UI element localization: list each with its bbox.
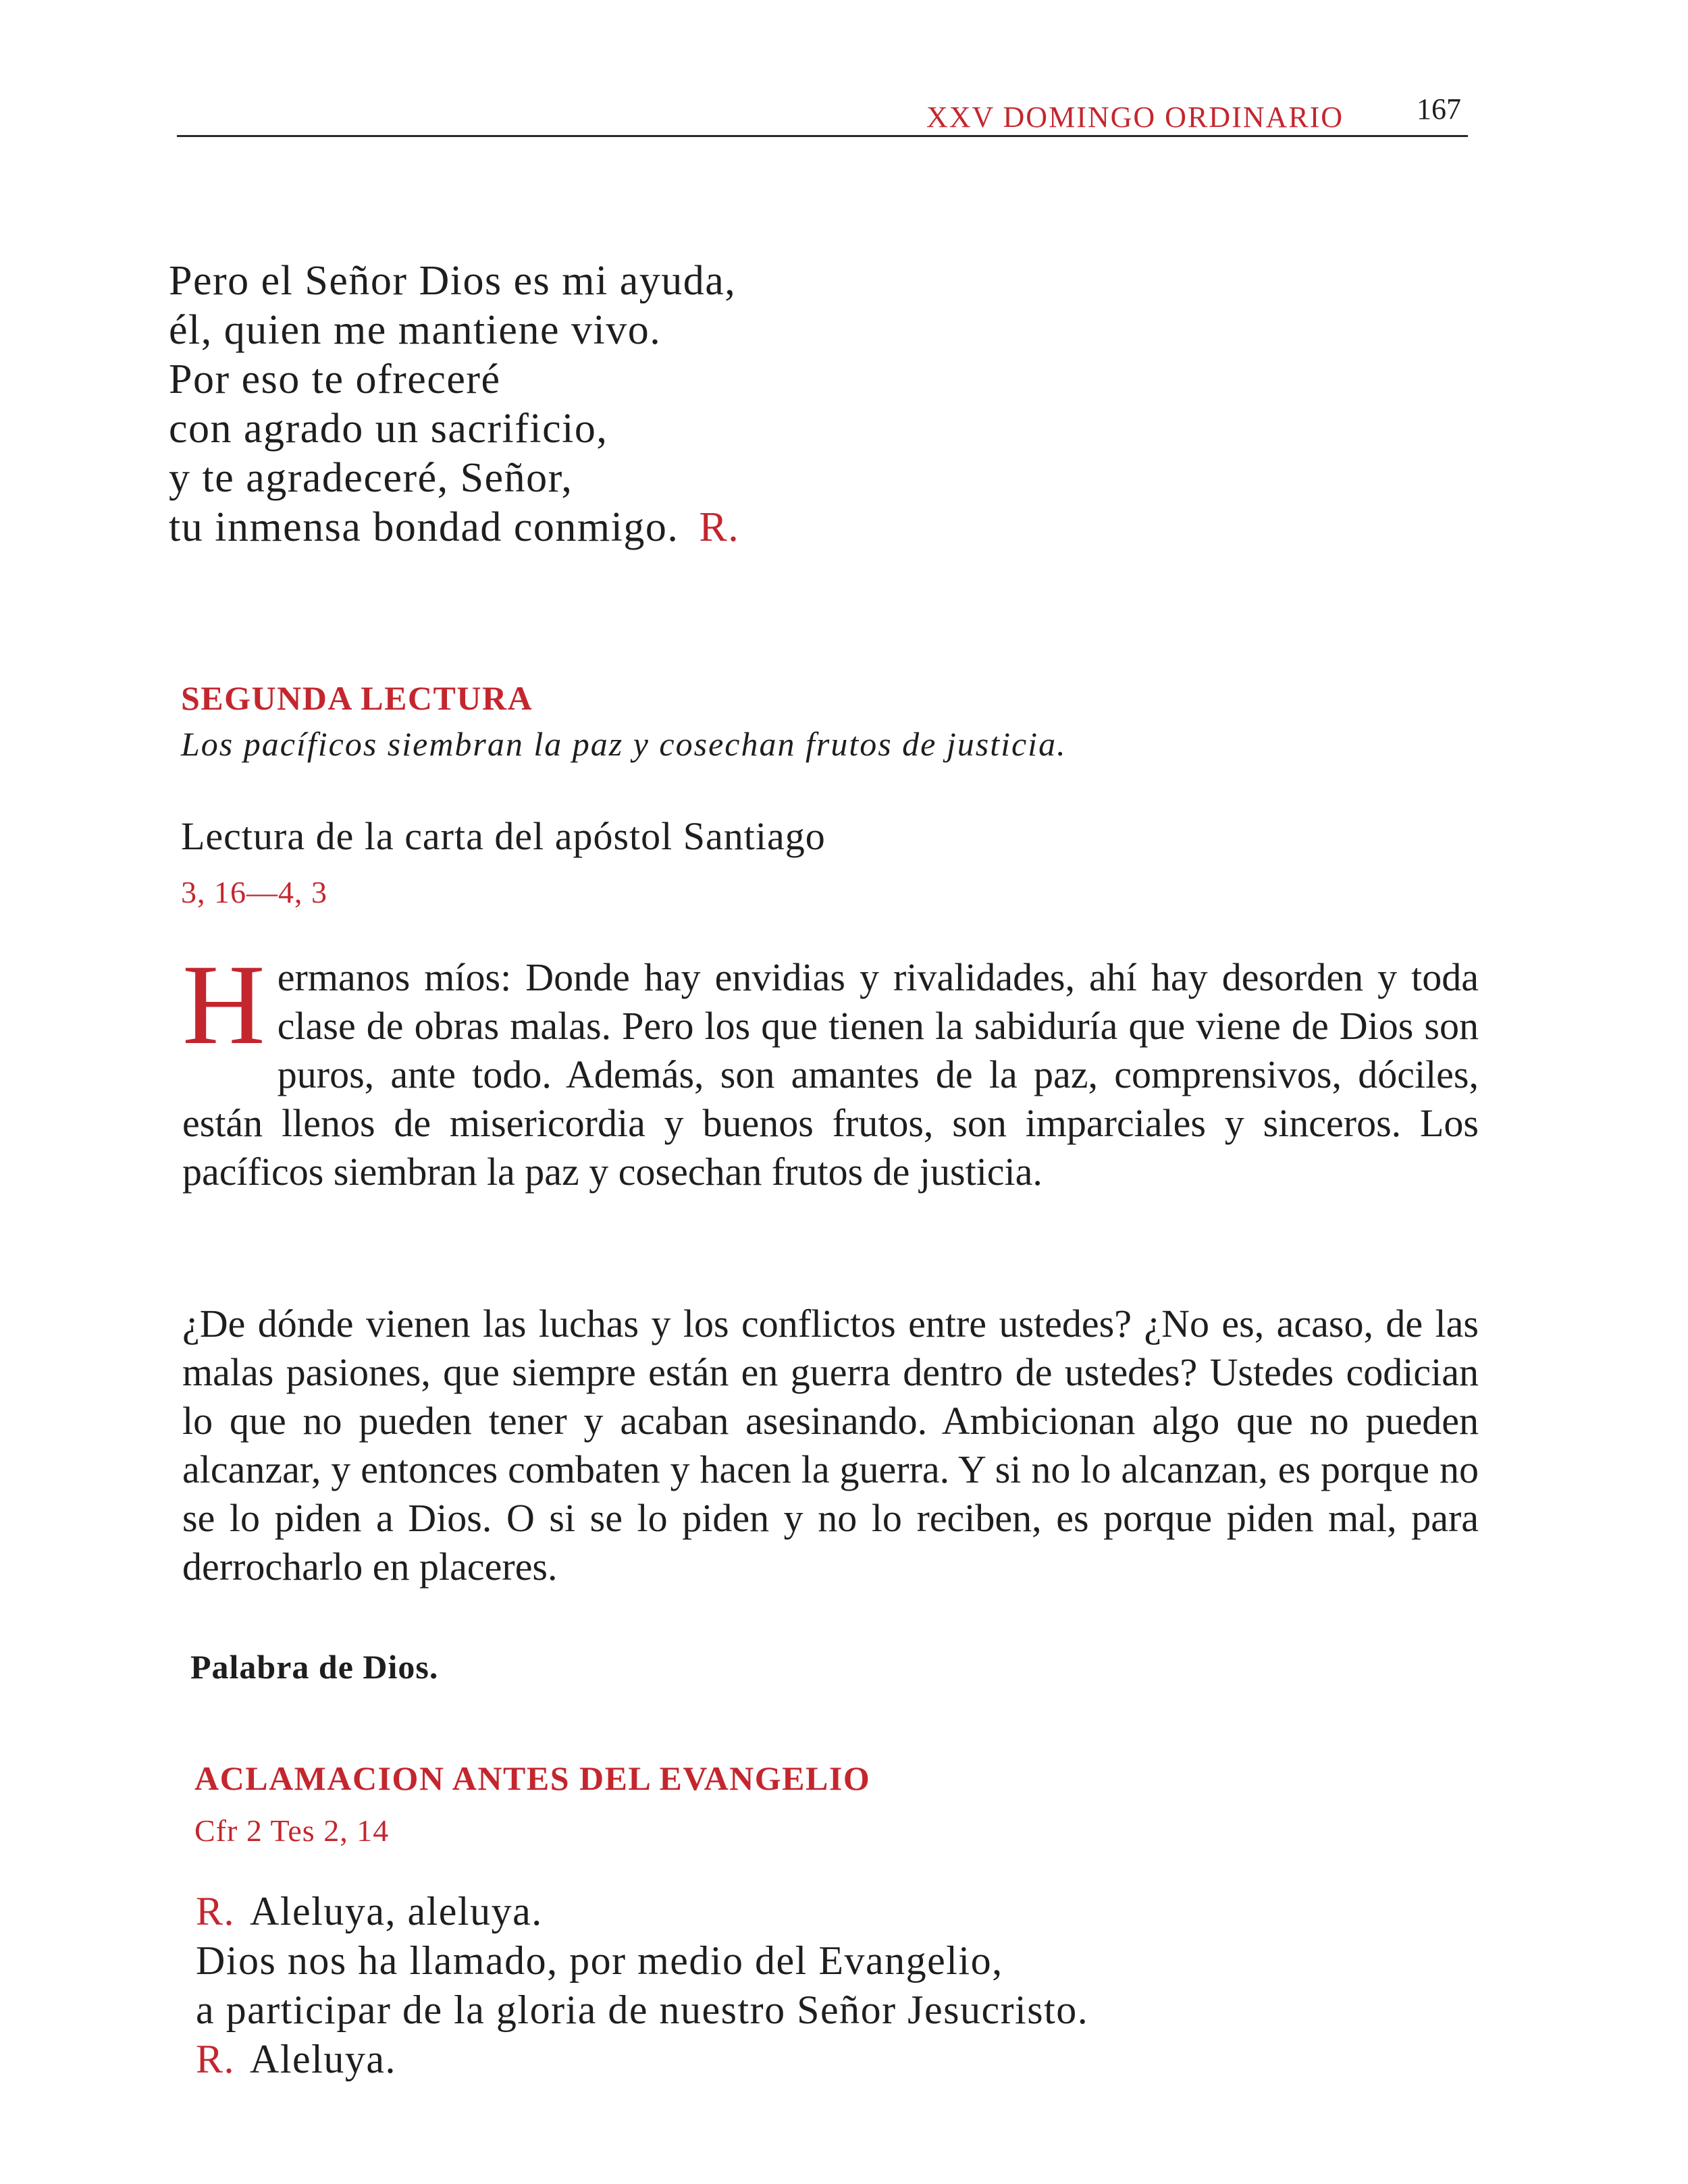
acclamation-reference: Cfr 2 Tes 2, 14 <box>194 1813 390 1848</box>
drop-cap: H <box>182 941 265 1068</box>
psalm-line: y te agradeceré, Señor, <box>169 455 573 501</box>
second-reading-heading: SEGUNDA LECTURA <box>181 679 533 717</box>
response-mark: R. <box>699 504 740 550</box>
r-label: R. <box>196 1889 236 1934</box>
psalm-line: él, quien me mantiene vivo. <box>169 307 662 353</box>
acclamation-line-text: Aleluya, aleluya. <box>250 1889 543 1934</box>
acclamation-line-text: Aleluya. <box>250 2037 396 2081</box>
acclamation-line: Dios nos ha llamado, por medio del Evangelio, <box>196 1938 1003 1983</box>
closing-acclamation: Palabra de Dios. <box>190 1648 439 1686</box>
reading-paragraph-1 <box>182 941 1479 1196</box>
acclamation-heading: ACLAMACION ANTES DEL EVANGELIO <box>194 1759 871 1797</box>
header-rule <box>177 135 1468 137</box>
second-reading-subtitle: Los pacíficos siembran la paz y cosechan frutos de justicia. <box>181 725 1067 763</box>
psalm-line: con agrado un sacrificio, <box>169 406 608 452</box>
r-label: R. <box>196 2037 236 2081</box>
reading-paragraph-2: ¿De dónde vienen las luchas y los conflictos entre ustedes? ¿No es, acaso, de las malas pasiones, que siempre están en guerra dentro de ustedes? Ustedes codician lo que no pueden tener y acaban asesinando. Ambicionan algo que no pueden alcanzar, y entonces combaten y hacen la guerra. Y si no lo alcanzan, es porque no se lo piden a Dios. O si se lo piden y no lo reciben, es porque piden mal, para derrocharlo en placeres. <box>182 1302 1479 1589</box>
page-number: 167 <box>1417 92 1461 126</box>
psalm-stanza <box>169 257 739 552</box>
psalm-line-text: tu inmensa bondad conmigo. <box>169 504 679 550</box>
reading-reference: 3, 16—4, 3 <box>181 875 327 909</box>
psalm-line-last <box>169 503 739 552</box>
paragraph-1-text: ermanos míos: Donde hay envidias y rivalidades, ahí hay desorden y toda clase de obras malas. Pero los que tienen la sabiduría que viene de Dios son puros, ante todo. Además, son amantes de la paz, comprensivos, dóciles, están llenos de misericordia y buenos frutos, son imparciales y sinceros. Los pacíficos siembran la paz y cosechan frutos de justicia. <box>182 955 1479 1194</box>
reading-title: Lectura de la carta del apóstol Santiago <box>181 814 826 858</box>
acclamation-line <box>196 1887 1088 1936</box>
psalm-line: Por eso te ofreceré <box>169 356 501 402</box>
acclamation-text <box>196 1887 1088 2084</box>
psalm-line: Pero el Señor Dios es mi ayuda, <box>169 258 737 304</box>
acclamation-line: a participar de la gloria de nuestro Señor Jesucristo. <box>196 1988 1089 2032</box>
running-title: XXV DOMINGO ORDINARIO <box>926 101 1344 134</box>
acclamation-line <box>196 2035 1088 2084</box>
